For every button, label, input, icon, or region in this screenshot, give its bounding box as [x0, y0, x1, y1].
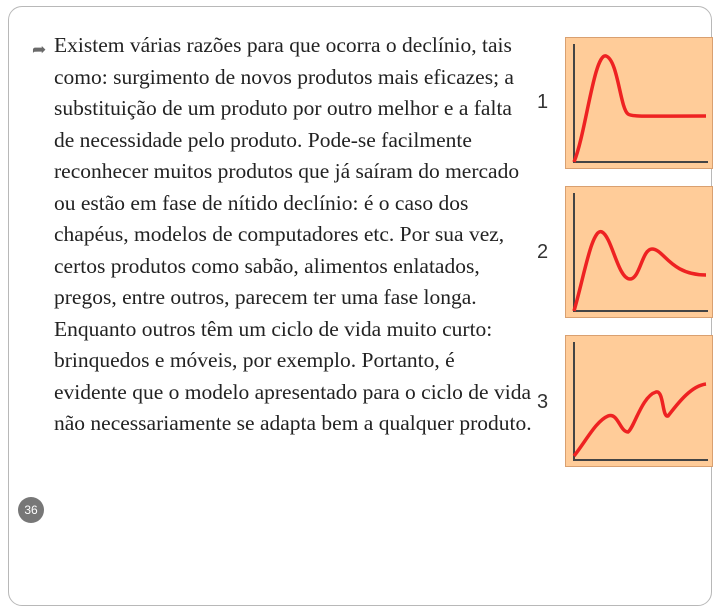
text-block: [32, 30, 532, 440]
lifecycle-curve-3: [566, 336, 714, 468]
graph-label-3: 3: [537, 391, 549, 413]
graph-label-2: 2: [537, 241, 549, 263]
lifecycle-graph-2: [565, 186, 713, 318]
body-paragraph: Existem várias razões para que ocorra o declínio, tais como: surgimento de novos produtos mais eficazes; a substituição de um produto por outro melhor e a falta de necessidade pelo produto. Pode-se facilmente reconhecer muitos produtos que já saíram do mercado ou estão em fase de nítido declínio: é o caso dos chapéus, modelos de computadores etc. Por sua vez, certos produtos como sabão, alimentos enlatados, pregos, entre outros, parecem ter uma fase longa. Enquanto outros têm um ciclo de vida muito curto: brinquedos e móveis, por exemplo. Portanto, é evidente que o modelo apresentado para o ciclo de vida não necessariamente se adapta bem a qualquer produto.: [54, 33, 532, 435]
arrow-bullet-icon: ➦: [32, 40, 47, 59]
graph-label-1: 1: [537, 91, 549, 113]
lifecycle-curve-1: [566, 38, 714, 170]
page-number: 36: [18, 497, 44, 523]
lifecycle-graph-3: [565, 335, 713, 467]
lifecycle-curve-2: [566, 187, 714, 319]
lifecycle-graph-1: [565, 37, 713, 169]
